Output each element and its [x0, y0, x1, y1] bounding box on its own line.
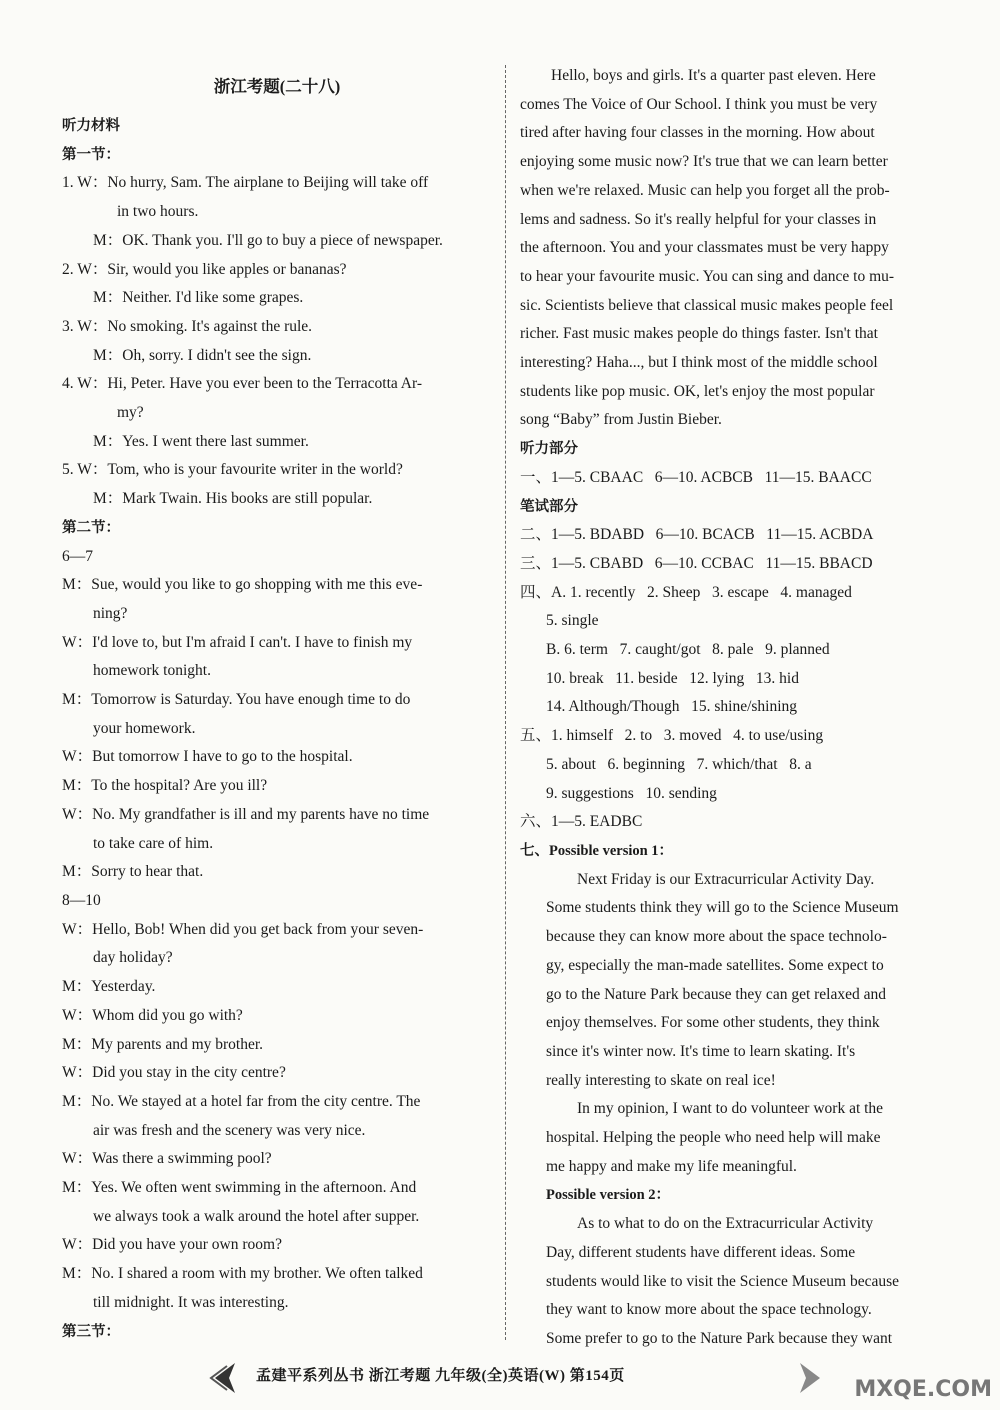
text-line: 五、1. himself 2. to 3. moved 4. to use/using — [520, 727, 824, 745]
text-line: students like pop music. OK, let's enjoy the most popular — [520, 382, 875, 400]
text-line: 二、1—5. BDABD 6—10. BCACB 11—15. ACBDA — [520, 526, 874, 544]
text-line: tired after having four classes in the morning. How about — [520, 124, 875, 142]
footer-text: 孟建平系列丛书 浙江考题 九年级(全)英语(W) 第154页 — [256, 1368, 625, 1384]
text-line: Possible version 2： — [546, 1187, 671, 1204]
text-line: Some students think they will go to the Science Museum — [546, 899, 899, 917]
text-line: Next Friday is our Extracurricular Activity Day. — [577, 870, 875, 888]
text-line: W：Hello, Bob! When did you get back from your seven- — [62, 920, 424, 938]
text-line: 9. suggestions 10. sending — [546, 784, 717, 802]
text-line: 六、1—5. EADBC — [520, 813, 643, 831]
text-line: 5. single — [546, 612, 599, 630]
text-line: M：My parents and my brother. — [62, 1035, 264, 1053]
watermark: MXQE.COM — [854, 1377, 992, 1402]
text-line: 七、Possible version 1： — [520, 842, 674, 859]
text-line: enjoy themselves. For some other students, they think — [546, 1014, 880, 1032]
text-line: students would like to visit the Science Museum because — [546, 1272, 899, 1290]
text-line: me happy and make my life meaningful. — [546, 1157, 797, 1175]
answer-key — [520, 62, 948, 1354]
text-line: 3. W：No smoking. It's against the rule. — [62, 317, 313, 335]
text-line: As to what to do on the Extracurricular Activity — [577, 1215, 874, 1233]
text-line: 14. Although/Though 15. shine/shining — [546, 698, 798, 716]
text-line: 4. W：Hi, Peter. Have you ever been to the Terracotta Ar- — [62, 375, 423, 393]
text-line: to take care of him. — [93, 834, 214, 852]
text-line: Hello, boys and girls. It's a quarter past eleven. Here — [551, 67, 876, 84]
text-line: M：Oh, sorry. I didn't see the sign. — [93, 346, 312, 364]
text-line: 第三节： — [62, 1323, 120, 1340]
text-line: W：Did you have your own room? — [62, 1236, 282, 1254]
right-column — [520, 62, 948, 1354]
chevron-right-icon — [790, 1360, 830, 1396]
text-line: comes The Voice of Our School. I think you must be very — [520, 95, 878, 113]
text-line: ning? — [93, 604, 128, 622]
text-line: 10. break 11. beside 12. lying 13. hid — [546, 669, 799, 687]
text-line: M：Tomorrow is Saturday. You have enough time to do — [62, 691, 411, 709]
text-line: In my opinion, I want to do volunteer work at the — [577, 1100, 884, 1118]
text-line: Day, different students have different ideas. Some — [546, 1243, 856, 1261]
text-line: Some prefer to go to the Nature Park because they want — [546, 1329, 893, 1347]
text-line: 2. W：Sir, would you like apples or bananas? — [62, 260, 347, 278]
text-line: 6—7 — [62, 547, 93, 565]
text-line: really interesting to skate on real ice! — [546, 1071, 776, 1089]
text-line: air was fresh and the scenery was very nice. — [93, 1121, 366, 1139]
chevron-left-icon — [205, 1360, 245, 1396]
text-line: M：No. We stayed at a hotel far from the city centre. The — [62, 1092, 421, 1110]
text-line: M：Mark Twain. His books are still popular. — [93, 490, 373, 508]
text-line: lems and sadness. So it's really helpful for your classes in — [520, 210, 877, 228]
text-line: the afternoon. You and your classmates must be very happy — [520, 239, 889, 257]
text-line: richer. Fast music makes people do things faster. Isn't that — [520, 325, 878, 343]
text-line: 5. about 6. beginning 7. which/that 8. a — [546, 755, 812, 773]
text-line: we always took a walk around the hotel after supper. — [93, 1207, 420, 1225]
text-line: interesting? Haha..., but I think most of the middle school — [520, 354, 878, 372]
text-line: 笔试部分 — [520, 498, 578, 515]
page-title: 浙江考题(二十八) — [213, 77, 341, 96]
text-line: sic. Scientists believe that classical music makes people feel — [520, 296, 894, 314]
text-line: W：No. My grandfather is ill and my parents have no time — [62, 805, 430, 823]
text-line: M：To the hospital? Are you ill? — [62, 777, 268, 795]
text-line: 一、1—5. CBAAC 6—10. ACBCB 11—15. BAACC — [520, 468, 872, 486]
text-line: enjoying some music now? It's true that we can learn better — [520, 153, 888, 171]
text-line: song “Baby” from Justin Bieber. — [520, 411, 722, 429]
text-line: 8—10 — [62, 891, 101, 909]
text-line: W：Was there a swimming pool? — [62, 1150, 272, 1168]
text-line: to hear your favourite music. You can sing and dance to mu- — [520, 267, 895, 285]
text-line: W：I'd love to, but I'm afraid I can't. I have to finish my — [62, 633, 413, 651]
text-line: 听力部分 — [520, 441, 578, 458]
text-line: W：But tomorrow I have to go to the hospital. — [62, 748, 353, 766]
text-line: 听力材料 — [62, 118, 120, 134]
left-column — [62, 62, 492, 1346]
text-line: when we're relaxed. Music can help you forget all the prob- — [520, 181, 890, 199]
column-divider — [505, 65, 506, 1340]
text-line: B. 6. term 7. caught/got 8. pale 9. planned — [546, 641, 830, 659]
text-line: M：Yesterday. — [62, 978, 156, 996]
text-line: 5. W：Tom, who is your favourite writer in the world? — [62, 461, 403, 479]
text-line: M：Sorry to hear that. — [62, 863, 204, 881]
text-line: M：Yes. We often went swimming in the afternoon. And — [62, 1179, 417, 1197]
text-line: gy, especially the man-made satellites. Some expect to — [546, 956, 884, 974]
text-line: 第一节： — [62, 146, 120, 163]
text-line: M：OK. Thank you. I'll go to buy a piece of newspaper. — [93, 231, 443, 249]
page-footer — [0, 1360, 1000, 1396]
listening-material — [62, 112, 492, 1346]
text-line: 三、1—5. CBABD 6—10. CCBAC 11—15. BBACD — [520, 554, 873, 572]
text-line: 四、A. 1. recently 2. Sheep 3. escape 4. managed — [520, 583, 852, 601]
text-line: 第二节： — [62, 519, 120, 536]
text-line: 1. W：No hurry, Sam. The airplane to Beijing will take off — [62, 174, 429, 192]
text-line: W：Whom did you go with? — [62, 1006, 243, 1024]
text-line: M：Neither. I'd like some grapes. — [93, 289, 304, 307]
text-line: hospital. Helping the people who need help will make — [546, 1129, 881, 1147]
text-line: because they can know more about the space technolo- — [546, 928, 887, 946]
text-line: your homework. — [93, 719, 196, 737]
text-line: in two hours. — [117, 203, 199, 221]
text-line: W：Did you stay in the city centre? — [62, 1064, 286, 1082]
text-line: M：Sue, would you like to go shopping with me this eve- — [62, 576, 423, 594]
text-line: my? — [117, 404, 144, 422]
text-line: since it's winter now. It's time to learn skating. It's — [546, 1042, 856, 1060]
text-line: M：Yes. I went there last summer. — [93, 432, 309, 450]
text-line: M：No. I shared a room with my brother. We often talked — [62, 1265, 423, 1283]
text-line: they want to know more about the space technology. — [546, 1301, 872, 1319]
text-line: day holiday? — [93, 949, 173, 967]
text-line: go to the Nature Park because they can get relaxed and — [546, 985, 886, 1003]
text-line: till midnight. It was interesting. — [93, 1293, 289, 1311]
text-line: homework tonight. — [93, 662, 211, 680]
